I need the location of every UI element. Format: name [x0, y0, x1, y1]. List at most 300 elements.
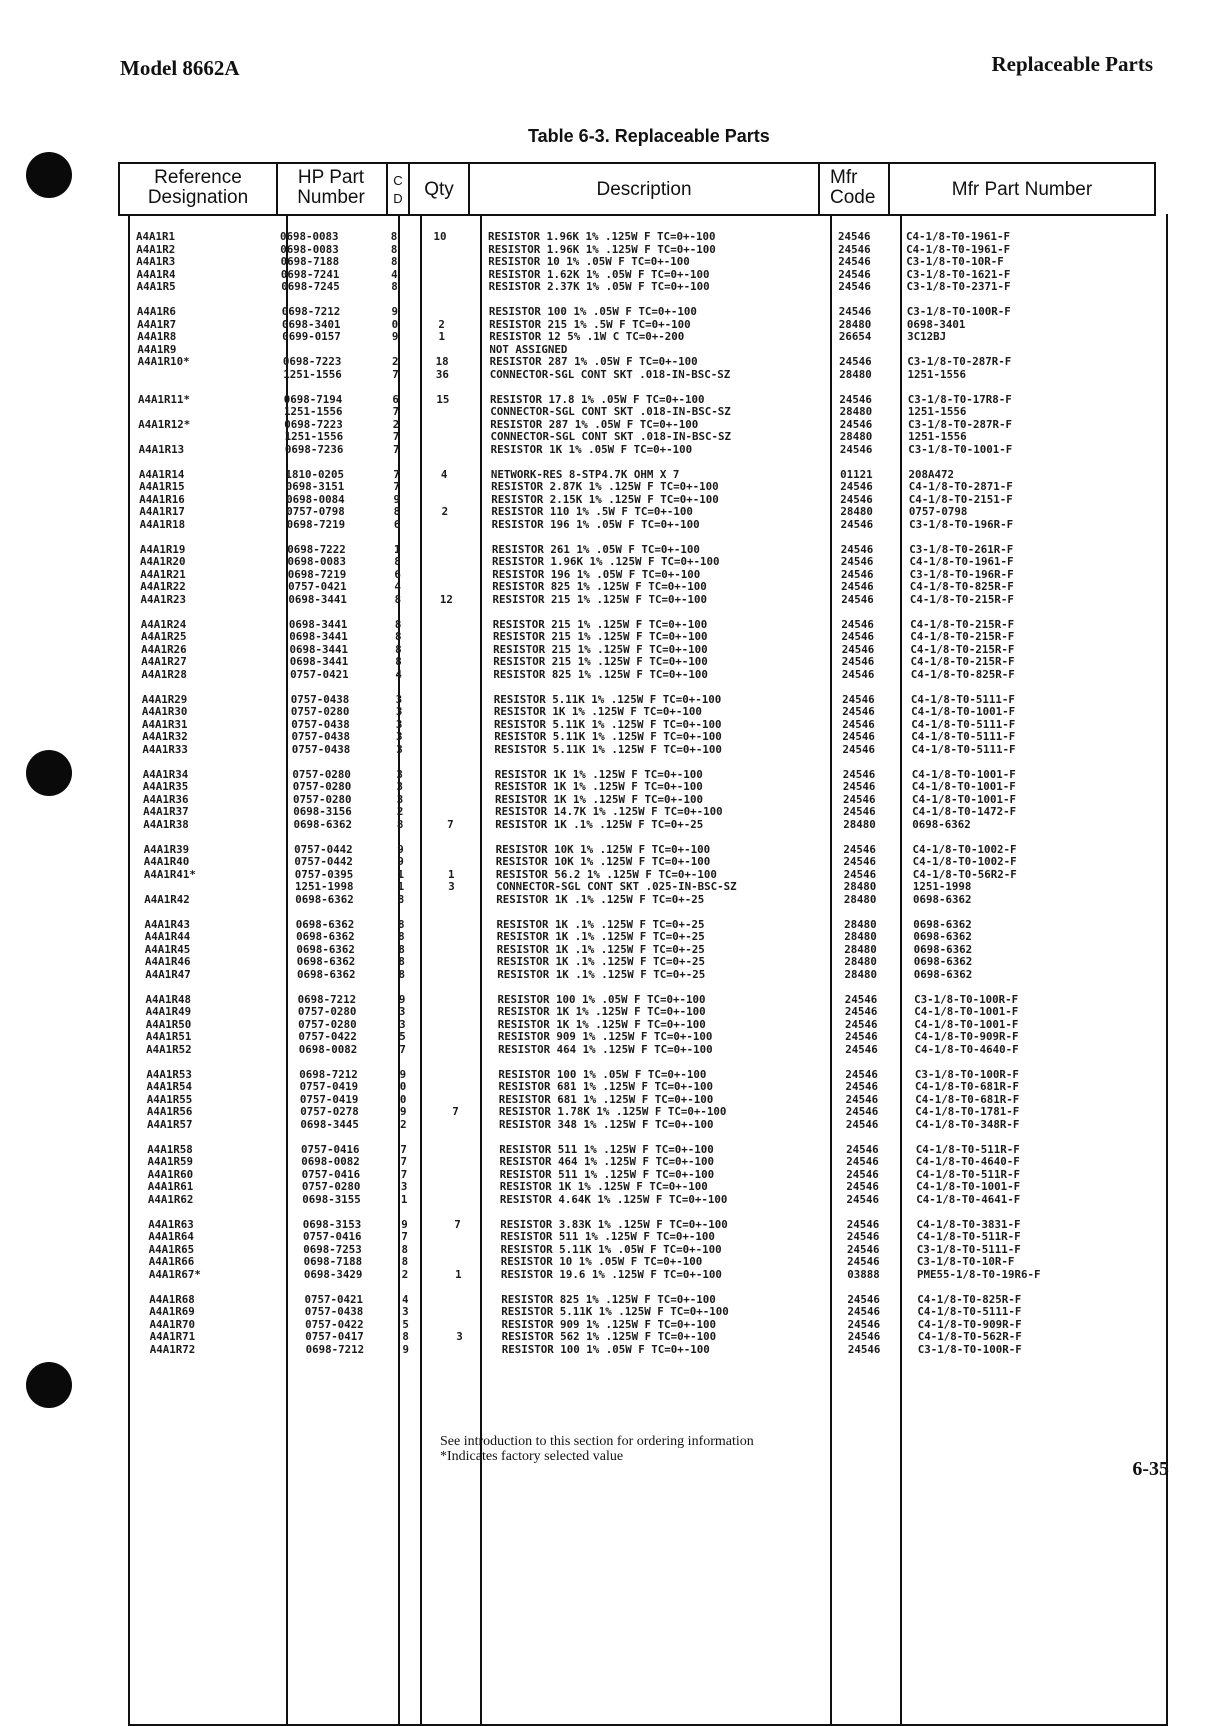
cell-ref: A4A1R52: [146, 1043, 192, 1056]
cell-ref: A4A1R29: [141, 692, 188, 706]
cell-cd: 7: [401, 1230, 408, 1244]
cell-code: 24546: [845, 1017, 878, 1031]
table-row: [0, 1181, 1229, 1193]
cell-qty: 36: [435, 368, 449, 381]
cell-code: 24546: [844, 992, 878, 1006]
cell-ref: A4A1R45: [144, 942, 191, 956]
header-qty: Qty: [424, 179, 454, 200]
cell-ref: A4A1R25: [141, 630, 187, 644]
cell-mfrpn: C4-1/8-T0-1001-F: [914, 1017, 1019, 1031]
cell-ref: A4A1R16: [139, 492, 185, 506]
cell-hp: 0698-0083: [280, 242, 339, 256]
cell-desc: RESISTOR 825 1% .125W F TC=0+-100: [492, 580, 707, 594]
cell-mfrpn: 0698-6362: [912, 818, 971, 831]
cell-ref: A4A1R15: [139, 480, 185, 494]
cell-cd: 8: [390, 230, 398, 243]
cell-code: 24546: [842, 730, 875, 744]
cell-code: 26654: [838, 330, 872, 344]
table-row: [0, 619, 1229, 631]
cell-mfrpn: 3C12BJ: [907, 330, 947, 344]
cell-desc: RESISTOR 196 1% .05W F TC=0+-100: [492, 567, 701, 581]
table-row: [0, 1231, 1229, 1243]
cell-ref: A4A1R70: [149, 1317, 196, 1331]
cell-hp: 0757-0417: [305, 1330, 364, 1344]
cell-cd: 9: [398, 992, 406, 1006]
cell-hp: 0698-7194: [283, 392, 343, 406]
cell-cd: 6: [394, 567, 401, 581]
table-row: [0, 444, 1229, 456]
table-row: [0, 719, 1229, 731]
cell-cd: 7: [399, 1043, 406, 1056]
cell-cd: 8: [395, 642, 402, 656]
cell-mfrpn: C3-1/8-T0-5111-F: [916, 1242, 1021, 1256]
cell-desc: RESISTOR 2.37K 1% .05W F TC=0+-100: [488, 280, 710, 294]
cell-cd: 3: [396, 767, 403, 781]
cell-desc: RESISTOR 1K .1% .125W F TC=0+-25: [496, 930, 705, 944]
cell-mfrpn: C4-1/8-T0-215R-F: [910, 642, 1015, 656]
cell-cd: 9: [402, 1343, 410, 1356]
cell-hp: 0757-0395: [294, 867, 354, 881]
table-row: [0, 1269, 1229, 1281]
cell-desc: RESISTOR 1.78K 1% .125W F TC=0+-100: [498, 1105, 727, 1119]
table-row: [0, 644, 1229, 656]
cell-desc: RESISTOR 3.83K 1% .125W F TC=0+-100: [500, 1217, 728, 1231]
cell-hp: 0698-3441: [289, 655, 349, 669]
cell-code: 24546: [847, 1242, 880, 1256]
cell-hp: 0698-3441: [289, 642, 349, 656]
cell-hp: 0698-6362: [296, 955, 356, 969]
cell-code: 24546: [847, 1305, 881, 1319]
cell-cd: 8: [393, 505, 401, 519]
cell-qty: 1: [448, 867, 455, 881]
model-header: Model 8662A: [120, 56, 240, 80]
cell-mfrpn: C4-1/8-T0-1961-F: [906, 242, 1011, 256]
cell-mfrpn: 1251-1556: [907, 405, 967, 419]
cell-ref: A4A1R62: [147, 1193, 194, 1206]
cell-desc: RESISTOR 511 1% .125W F TC=0+-100: [499, 1142, 714, 1156]
table-row: [0, 1144, 1229, 1156]
cell-code: 24546: [843, 855, 877, 869]
header-ref-line2: Designation: [147, 187, 249, 208]
cell-hp: 0698-0083: [280, 230, 339, 243]
cell-cd: 7: [393, 467, 400, 481]
cell-desc: RESISTOR 56.2 1% .125W F TC=0+-100: [495, 867, 717, 881]
table-row: [0, 581, 1229, 593]
cell-mfrpn: C4-1/8-T0-825R-F: [909, 580, 1014, 594]
cell-desc: RESISTOR 1K .1% .125W F TC=0+-25: [495, 818, 704, 831]
table-row: [0, 994, 1229, 1006]
cell-cd: 3: [395, 705, 403, 719]
cell-mfrpn: C4-1/8-T0-1001-F: [912, 792, 1017, 806]
cell-ref: A4A1R42: [144, 893, 190, 906]
cell-mfrpn: C4-1/8-T0-5111-F: [911, 717, 1016, 731]
cell-qty: 4: [440, 467, 448, 481]
cell-desc: RESISTOR 1K 1% .125W F TC=0+-100: [499, 1180, 708, 1194]
cell-cd: 8: [401, 1255, 409, 1269]
cell-ref: A4A1R22: [140, 580, 186, 594]
cell-ref: A4A1R54: [146, 1080, 193, 1094]
cell-desc: RESISTOR 10K 1% .125W F TC=0+-100: [495, 855, 711, 869]
cell-hp: 0698-7188: [280, 255, 340, 269]
cell-desc: RESISTOR 5.11K 1% .125W F TC=0+-100: [494, 730, 722, 744]
table-row: [0, 781, 1229, 793]
cell-code: 28480: [840, 505, 873, 519]
cell-cd: 9: [399, 1067, 407, 1081]
cell-cd: 0: [399, 1080, 407, 1094]
cell-desc: RESISTOR 825 1% .125W F TC=0+-100: [493, 668, 708, 681]
cell-ref: A4A1R32: [142, 730, 188, 744]
table-row: [0, 269, 1229, 281]
table-row: [0, 769, 1229, 781]
table-row: [0, 1069, 1229, 1081]
cell-ref: A4A1R57: [147, 1118, 193, 1131]
cell-desc: RESISTOR 5.11K 1% .125W F TC=0+-100: [493, 692, 722, 706]
cell-desc: RESISTOR 681 1% .125W F TC=0+-100: [498, 1080, 714, 1094]
cell-hp: 0757-0280: [301, 1180, 361, 1194]
cell-mfrpn: 0698-6362: [913, 955, 973, 969]
cell-code: 24546: [846, 1142, 879, 1156]
table-row: [0, 1156, 1229, 1168]
cell-qty: 2: [441, 505, 449, 519]
table-row: [0, 1044, 1229, 1056]
cell-ref: A4A1R59: [147, 1155, 194, 1169]
cell-mfrpn: C4-1/8-T0-1961-F: [909, 555, 1014, 569]
cell-hp: 0698-7223: [282, 355, 342, 369]
cell-hp: 0698-7245: [281, 280, 340, 294]
cell-cd: 3: [399, 1017, 406, 1031]
cell-mfrpn: C4-1/8-T0-909R-F: [917, 1317, 1022, 1331]
cell-ref: A4A1R21: [140, 567, 186, 581]
cell-code: 24546: [841, 630, 875, 644]
cell-ref: A4A1R33: [142, 743, 188, 756]
cell-code: 28480: [838, 317, 872, 331]
cell-cd: 3: [402, 1305, 409, 1319]
cell-mfrpn: C4-1/8-T0-511R-F: [916, 1167, 1021, 1181]
cell-code: 24546: [841, 617, 874, 631]
cell-ref: A4A1R18: [139, 518, 186, 531]
cell-mfrpn: C4-1/8-T0-5111-F: [917, 1305, 1022, 1319]
cell-desc: RESISTOR 10K 1% .125W F TC=0+-100: [495, 842, 711, 856]
cell-hp: 0698-7219: [286, 518, 346, 531]
cell-hp: 0757-0438: [291, 730, 351, 744]
cell-mfrpn: 0698-6362: [913, 968, 973, 981]
cell-cd: 7: [392, 430, 400, 444]
cell-desc: RESISTOR 909 1% .125W F TC=0+-100: [501, 1317, 717, 1331]
table-row: [0, 331, 1229, 343]
cell-hp: 0757-0280: [292, 767, 351, 781]
cell-hp: 0698-6362: [296, 930, 355, 944]
cell-ref: A4A1R6: [136, 305, 176, 318]
cell-mfrpn: C3-1/8-T0-261R-F: [909, 542, 1014, 556]
cell-desc: RESISTOR 2.87K 1% .125W F TC=0+-100: [491, 480, 719, 494]
cell-desc: NETWORK-RES 8-STP4.7K OHM X 7: [490, 467, 680, 481]
cell-hp: 0698-7253: [303, 1242, 362, 1256]
cell-hp: 0698-6362: [295, 917, 355, 931]
table-row: [0, 1006, 1229, 1018]
cell-hp: 0698-7222: [287, 542, 346, 556]
cell-hp: 0698-6362: [297, 968, 356, 981]
cell-code: 03888: [847, 1268, 880, 1281]
table-row: [0, 1244, 1229, 1256]
table-row: [0, 731, 1229, 743]
cell-code: 24546: [839, 355, 872, 369]
cell-ref: A4A1R58: [147, 1142, 193, 1156]
cell-ref: A4A1R5: [136, 280, 176, 294]
cell-hp: 1251-1556: [284, 405, 343, 419]
cell-code: 24546: [840, 555, 874, 569]
cell-code: 24546: [839, 443, 873, 456]
cell-ref: A4A1R67*: [148, 1268, 201, 1281]
cell-mfrpn: C4-1/8-T0-681R-F: [915, 1092, 1020, 1106]
cell-cd: 8: [394, 555, 401, 569]
table-row: [0, 844, 1229, 856]
cell-ref: A4A1R31: [142, 717, 188, 731]
cell-mfrpn: C4-1/8-T0-5111-F: [910, 692, 1015, 706]
cell-desc: RESISTOR 100 1% .05W F TC=0+-100: [498, 1067, 707, 1081]
table-row: [0, 631, 1229, 643]
table-row: [0, 406, 1229, 418]
cell-code: 24546: [842, 692, 875, 706]
cell-mfrpn: C4-1/8-T0-215R-F: [910, 655, 1015, 669]
cell-cd: 1: [400, 1193, 408, 1206]
cell-ref: A4A1R53: [146, 1067, 192, 1081]
table-row: [0, 1169, 1229, 1181]
cell-desc: RESISTOR 464 1% .125W F TC=0+-100: [498, 1043, 713, 1056]
header-cd: [388, 172, 408, 208]
page-number: 6-35: [1132, 1458, 1169, 1480]
cell-desc: RESISTOR 100 1% .05W F TC=0+-100: [501, 1343, 710, 1356]
cell-cd: 2: [392, 417, 400, 431]
cell-cd: 9: [401, 1217, 408, 1231]
cell-hp: 0698-3445: [300, 1118, 359, 1131]
cell-cd: 7: [400, 1167, 408, 1181]
cell-cd: 8: [395, 630, 402, 644]
cell-hp: 0698-7188: [303, 1255, 363, 1269]
cell-desc: RESISTOR 215 1% .125W F TC=0+-100: [493, 655, 708, 669]
cell-cd: 7: [393, 480, 400, 494]
cell-mfrpn: C4-1/8-T0-1002-F: [912, 842, 1017, 856]
cell-code: 24546: [843, 805, 876, 819]
cell-desc: RESISTOR 215 1% .125W F TC=0+-100: [493, 630, 708, 644]
cell-cd: 9: [397, 842, 404, 856]
binder-hole-top: [26, 152, 72, 198]
cell-desc: RESISTOR 215 1% .125W F TC=0+-100: [492, 593, 708, 606]
cell-code: 28480: [843, 818, 876, 831]
cell-ref: A4A1R19: [139, 542, 186, 556]
cell-desc: RESISTOR 261 1% .05W F TC=0+-100: [491, 542, 700, 556]
table-row: [0, 1106, 1229, 1118]
cell-desc: RESISTOR 10 1% .05W F TC=0+-100: [488, 255, 690, 269]
cell-qty: 2: [438, 317, 445, 331]
cell-hp: 1810-0205: [285, 467, 345, 481]
table-row: [0, 1256, 1229, 1268]
cell-mfrpn: C4-1/8-T0-5111-F: [911, 743, 1016, 756]
cell-ref: A4A1R7: [137, 317, 177, 331]
cell-hp: 0698-3153: [302, 1217, 362, 1231]
table-row: [0, 1081, 1229, 1093]
table-row: [0, 494, 1229, 506]
cell-mfrpn: C4-1/8-T0-215R-F: [909, 593, 1014, 606]
table-title: Table 6-3. Replaceable Parts: [528, 126, 770, 146]
table-row: [0, 356, 1229, 368]
cell-cd: 4: [394, 580, 401, 594]
cell-mfrpn: C4-1/8-T0-1001-F: [911, 780, 1016, 794]
cell-mfrpn: C4-1/8-T0-511R-F: [916, 1230, 1021, 1244]
cell-desc: RESISTOR 681 1% .125W F TC=0+-100: [498, 1092, 714, 1106]
cell-cd: 8: [398, 955, 405, 969]
cell-hp: 0757-0280: [293, 792, 352, 806]
cell-ref: A4A1R11*: [138, 392, 191, 406]
cell-mfrpn: C4-1/8-T0-1002-F: [912, 855, 1017, 869]
cell-hp: 0698-3441: [289, 630, 348, 644]
table-row: [0, 1306, 1229, 1318]
cell-cd: 5: [402, 1317, 409, 1331]
cell-mfrpn: C4-1/8-T0-909R-F: [914, 1030, 1019, 1044]
cell-cd: 3: [400, 1180, 408, 1194]
cell-cd: 2: [401, 1268, 409, 1281]
cell-ref: A4A1R26: [141, 642, 187, 656]
cell-mfrpn: C4-1/8-T0-681R-F: [915, 1080, 1020, 1094]
cell-ref: A4A1R51: [145, 1030, 192, 1044]
cell-hp: 0757-0442: [294, 842, 353, 856]
cell-code: 24546: [845, 1043, 878, 1056]
cell-desc: RESISTOR 5.11K 1% .125W F TC=0+-100: [501, 1305, 729, 1319]
cell-desc: RESISTOR 1K 1% .05W F TC=0+-100: [490, 443, 693, 456]
cell-desc: RESISTOR 215 1% .125W F TC=0+-100: [493, 642, 708, 656]
cell-cd: 6: [392, 392, 399, 406]
cell-cd: 0: [391, 317, 399, 331]
table-row: [0, 306, 1229, 318]
cell-ref: A4A1R41*: [143, 867, 196, 881]
cell-cd: 8: [398, 930, 405, 944]
cell-desc: CONNECTOR-SGL CONT SKT .018-IN-BSC-SZ: [489, 368, 731, 381]
table-row: [0, 1119, 1229, 1131]
cell-ref: A4A1R72: [149, 1343, 196, 1356]
cell-code: 28480: [839, 430, 873, 444]
cell-mfrpn: C4-1/8-T0-5111-F: [911, 730, 1016, 744]
cell-hp: 0757-0416: [303, 1230, 362, 1244]
cell-mfrpn: 0698-6362: [913, 917, 972, 931]
cell-ref: A4A1R20: [140, 555, 186, 569]
cell-ref: A4A1R24: [140, 617, 187, 631]
cell-mfrpn: C4-1/8-T0-2151-F: [908, 492, 1013, 506]
cell-ref: A4A1R40: [143, 855, 190, 869]
cell-mfrpn: 0698-3401: [906, 317, 966, 331]
cell-hp: 0698-3441: [288, 593, 347, 606]
cell-hp: 0757-0422: [298, 1030, 357, 1044]
cell-hp: 0757-0278: [300, 1105, 359, 1119]
table-row: [0, 594, 1229, 606]
cell-cd: 4: [402, 1292, 409, 1306]
cell-desc: RESISTOR 909 1% .125W F TC=0+-100: [497, 1030, 713, 1044]
cell-ref: A4A1R64: [148, 1230, 194, 1244]
cell-hp: 0757-0419: [299, 1092, 359, 1106]
cell-hp: 0757-0442: [294, 855, 353, 869]
header-ref-line1: Reference: [154, 167, 242, 188]
cell-hp: 0698-3151: [285, 480, 345, 494]
cell-mfrpn: C4-1/8-T0-4641-F: [916, 1193, 1021, 1206]
cell-ref: A4A1R23: [140, 593, 187, 606]
table-row: [0, 869, 1229, 881]
cell-code: 24546: [841, 655, 875, 669]
cell-hp: 0757-0419: [299, 1080, 359, 1094]
header-hp-part-number: [278, 168, 384, 208]
cell-desc: NOT ASSIGNED: [489, 342, 568, 356]
cell-code: 24546: [841, 567, 874, 581]
cell-desc: RESISTOR 19.6 1% .125W F TC=0+-100: [500, 1268, 722, 1281]
cell-cd: 3: [395, 717, 403, 731]
cell-code: 28480: [844, 930, 877, 944]
cell-code: 01121: [840, 467, 873, 481]
cell-desc: RESISTOR 196 1% .05W F TC=0+-100: [491, 518, 700, 531]
cell-code: 24546: [846, 1193, 880, 1206]
cell-cd: 8: [398, 942, 405, 956]
cell-desc: RESISTOR 1K .1% .125W F TC=0+-25: [497, 968, 706, 981]
cell-qty: 3: [448, 880, 455, 894]
cell-mfrpn: C4-1/8-T0-3831-F: [916, 1217, 1021, 1231]
cell-mfrpn: C3-1/8-T0-100R-F: [906, 305, 1011, 318]
table-row: [0, 931, 1229, 943]
cell-ref: A4A1R3: [136, 255, 176, 269]
cell-hp: 0757-0280: [298, 1017, 357, 1031]
cell-desc: RESISTOR 825 1% .125W F TC=0+-100: [501, 1292, 716, 1306]
cell-ref: A4A1R2: [136, 242, 176, 256]
cell-desc: RESISTOR 1K 1% .125W F TC=0+-100: [497, 1017, 706, 1031]
cell-desc: RESISTOR 10 1% .05W F TC=0+-100: [500, 1255, 703, 1269]
table-row: [0, 694, 1229, 706]
cell-cd: 8: [396, 818, 404, 831]
cell-ref: A4A1R30: [141, 705, 188, 719]
header-description: Description: [596, 179, 692, 200]
cell-code: 28480: [844, 955, 877, 969]
cell-desc: RESISTOR 287 1% .05W F TC=0+-100: [489, 355, 698, 369]
cell-ref: A4A1R17: [139, 505, 185, 519]
cell-hp: 0757-0422: [305, 1317, 364, 1331]
cell-hp: 0757-0421: [304, 1292, 364, 1306]
table-row: [0, 544, 1229, 556]
cell-hp: 0698-7212: [281, 305, 341, 318]
cell-hp: 0757-0421: [290, 668, 349, 681]
cell-desc: RESISTOR 4.64K 1% .125W F TC=0+-100: [499, 1193, 728, 1206]
cell-mfrpn: C3-1/8-T0-287R-F: [907, 355, 1012, 369]
cell-hp: 0757-0438: [291, 743, 351, 756]
table-row: [0, 1294, 1229, 1306]
cell-ref: A4A1R71: [149, 1330, 196, 1344]
cell-ref: A4A1R46: [145, 955, 191, 969]
cell-ref: A4A1R66: [148, 1255, 195, 1269]
cell-desc: RESISTOR 5.11K 1% .125W F TC=0+-100: [494, 743, 722, 756]
cell-hp: 0698-3401: [282, 317, 341, 331]
cell-mfrpn: 0698-6362: [913, 930, 972, 944]
cell-ref: A4A1R49: [145, 1005, 192, 1019]
table-row: [0, 419, 1229, 431]
cell-cd: 7: [400, 1155, 408, 1169]
cell-code: 24546: [845, 1118, 879, 1131]
cell-cd: 1: [394, 542, 401, 556]
cell-ref: A4A1R35: [142, 780, 189, 794]
cell-cd: 8: [394, 593, 402, 606]
cell-desc: RESISTOR 287 1% .05W F TC=0+-100: [490, 417, 699, 431]
cell-code: 24546: [841, 668, 875, 681]
cell-hp: 0757-0421: [288, 580, 347, 594]
table-row: [0, 1219, 1229, 1231]
cell-code: 28480: [843, 880, 877, 894]
cell-desc: RESISTOR 215 1% .5W F TC=0+-100: [489, 317, 691, 331]
cell-hp: 0698-7241: [280, 267, 340, 281]
cell-cd: 3: [396, 743, 403, 756]
cell-code: 24546: [847, 1330, 881, 1344]
cell-cd: 9: [391, 305, 399, 318]
